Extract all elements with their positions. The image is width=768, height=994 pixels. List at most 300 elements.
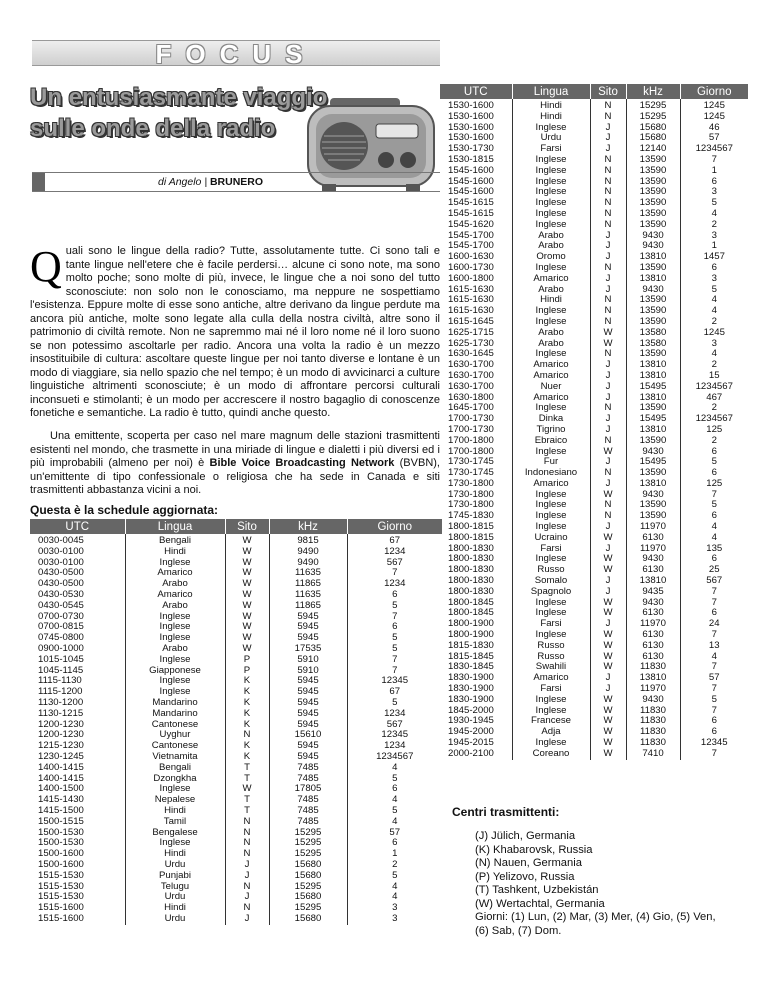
cell-utc: 0430-0545 [30,601,125,612]
cell-khz: 13810 [626,360,680,371]
table-row [30,676,442,687]
cell-giorno: 1 [392,848,398,860]
table-row [30,534,442,547]
cell-sito: N [590,220,626,231]
cell-utc: 1630-1645 [440,349,512,360]
cell-khz: 13810 [626,252,680,263]
cell-utc: 1230-1245 [30,752,125,763]
centri-line: (K) Khabarovsk, Russia [475,843,593,856]
cell-utc: 1130-1215 [30,709,125,720]
cell-lingua: Inglese [512,554,590,565]
table-row [30,558,442,569]
cell-lingua: Amarico [512,274,590,285]
cell-khz: 13590 [626,511,680,522]
table-row [30,590,442,601]
cell-sito: J [590,414,626,425]
cell-khz: 5945 [269,752,347,763]
cell-sito: W [590,630,626,641]
cell-lingua: Inglese [125,622,225,633]
cell-lingua: Swahili [512,662,590,673]
cell-sito: J [590,587,626,598]
table-row [30,860,442,871]
cell-khz: 13810 [626,673,680,684]
cell-lingua: Mandarino [125,698,225,709]
cell-sito: W [590,490,626,501]
cell-giorno: 1234567 [695,143,733,155]
col-utc: UTC [440,84,512,99]
cell-sito: W [225,579,269,590]
cell-utc: 1415-1430 [30,795,125,806]
cell-khz: 15495 [626,457,680,468]
cell-khz: 15295 [626,99,680,112]
cell-giorno: 12345 [700,737,728,749]
cell-utc: 1800-1900 [440,619,512,630]
cell-sito: W [590,738,626,749]
cell-giorno: 5 [392,642,398,654]
cell-khz: 13590 [626,209,680,220]
cell-sito: J [590,425,626,436]
cell-sito: J [590,522,626,533]
cell-giorno: 7 [711,488,717,500]
cell-sito: W [590,533,626,544]
cell-sito: T [225,806,269,817]
centri-line: (T) Tashkent, Uzbekistán [475,884,599,896]
cell-utc: 1730-1745 [440,468,512,479]
cell-sito: J [590,360,626,371]
cell-sito: J [225,860,269,871]
cell-sito: K [225,741,269,752]
cell-sito: N [590,112,626,123]
cell-khz: 15295 [269,849,347,860]
cell-utc: 0745-0800 [30,633,125,644]
cell-sito: W [225,644,269,655]
cell-giorno: 67 [389,535,401,546]
table-row [440,274,748,285]
table-row [440,112,748,123]
cell-lingua: Inglese [512,490,590,501]
cell-utc: 1815-1830 [440,641,512,652]
cell-lingua: Indonesiano [512,468,590,479]
cell-giorno: 2 [711,359,717,371]
cell-giorno: 4 [392,794,398,806]
cell-sito: J [225,871,269,882]
cell-khz: 13590 [626,187,680,198]
cell-lingua: Inglese [125,655,225,666]
cell-sito: N [225,817,269,828]
table-row [30,806,442,817]
cell-sito: W [590,716,626,727]
cell-khz: 6130 [626,641,680,652]
cell-khz: 13590 [626,263,680,274]
cell-sito: J [590,393,626,404]
cell-utc: 1800-1830 [440,587,512,598]
cell-giorno: 1234 [384,707,406,719]
cell-khz: 11865 [269,579,347,590]
cell-lingua: Farsi [512,684,590,695]
cell-lingua: Inglese [512,630,590,641]
cell-utc: 0700-0815 [30,622,125,633]
cell-khz: 7410 [626,749,680,760]
cell-sito: J [590,457,626,468]
cell-lingua: Farsi [512,144,590,155]
cell-sito: W [590,608,626,619]
col-khz: kHz [269,519,347,534]
cell-giorno: 5 [711,456,717,468]
cell-utc: 1730-1800 [440,500,512,511]
cell-lingua: Inglese [512,317,590,328]
cell-lingua: Russo [512,565,590,576]
cell-giorno: 7 [711,704,717,716]
cell-giorno: 3 [711,186,717,198]
cell-giorno: 3 [392,912,398,924]
cell-lingua: Inglese [512,598,590,609]
cell-khz: 7485 [269,795,347,806]
cell-lingua: Hindi [125,849,225,860]
cell-giorno: 2 [711,434,717,446]
table-row [30,838,442,849]
cell-khz: 13590 [626,220,680,231]
table-row [440,328,748,339]
cell-giorno: 7 [711,585,717,597]
table-row [30,579,442,590]
cell-utc: 1400-1415 [30,763,125,774]
cell-giorno: 1245 [703,100,725,111]
cell-sito: W [590,695,626,706]
cell-utc: 1830-1900 [440,673,512,684]
cell-giorno: 4 [392,891,398,903]
cell-utc: 1945-2000 [440,727,512,738]
cell-khz: 5945 [269,720,347,731]
cell-lingua: Amarico [512,479,590,490]
cell-giorno: 3 [711,337,717,349]
cell-lingua: Inglese [125,784,225,795]
cell-giorno: 4 [392,761,398,773]
cell-lingua: Somalo [512,576,590,587]
col-lingua: Lingua [125,519,225,534]
cell-lingua: Amarico [512,393,590,404]
cell-khz: 6130 [626,533,680,544]
cell-khz: 17535 [269,644,347,655]
cell-khz: 11865 [269,601,347,612]
cell-khz: 13590 [626,166,680,177]
table-row [30,547,442,558]
cell-khz: 7485 [269,817,347,828]
cell-giorno: 24 [708,618,720,630]
table-row [440,436,748,447]
cell-giorno: 5 [392,869,398,881]
cell-giorno: 57 [708,132,720,144]
cell-khz: 13810 [626,274,680,285]
cell-giorno: 5 [392,804,398,816]
cell-khz: 6130 [626,608,680,619]
cell-khz: 15680 [626,123,680,134]
cell-sito: W [590,598,626,609]
cell-khz: 13590 [626,349,680,360]
cell-giorno: 57 [389,826,401,838]
cell-giorno: 567 [386,718,403,730]
cell-lingua: Cantonese [125,741,225,752]
table-row [440,220,748,231]
cell-sito: J [590,673,626,684]
table-row [30,687,442,698]
cell-khz: 6130 [626,630,680,641]
cell-sito: W [590,447,626,458]
cell-khz: 13810 [626,393,680,404]
cell-lingua: Inglese [512,263,590,274]
cell-utc: 0030-0045 [30,534,125,547]
cell-khz: 5945 [269,633,347,644]
cell-lingua: Inglese [512,522,590,533]
cell-utc: 1630-1700 [440,360,512,371]
article-title: Un entusiasmante viaggio sulle onde della radio [30,84,328,142]
cell-giorno: 1234567 [376,750,414,762]
cell-giorno: 5 [711,283,717,295]
cell-khz: 15295 [269,828,347,839]
cell-khz: 5945 [269,687,347,698]
cell-sito: W [590,706,626,717]
cell-utc: 0900-1000 [30,644,125,655]
cell-khz: 13590 [626,306,680,317]
cell-sito: J [590,252,626,263]
cell-giorno: 4 [711,305,717,317]
cell-sito: W [590,652,626,663]
cell-utc: 1600-1800 [440,274,512,285]
cell-sito: J [590,371,626,382]
table-row [30,774,442,785]
cell-sito: J [590,231,626,242]
cell-khz: 12140 [626,144,680,155]
cell-utc: 1215-1230 [30,741,125,752]
cell-giorno: 7 [711,747,717,759]
cell-lingua: Inglese [512,447,590,458]
cell-utc: 1700-1730 [440,425,512,436]
col-khz: kHz [626,84,680,99]
cell-lingua: Inglese [512,123,590,134]
cell-lingua: Russo [512,641,590,652]
cell-khz: 13590 [626,436,680,447]
cell-lingua: Fur [512,457,590,468]
cell-lingua: Arabo [512,339,590,350]
cell-lingua: Inglese [512,738,590,749]
cell-khz: 15295 [269,882,347,893]
cell-giorno: 5 [392,772,398,784]
cell-khz: 13580 [626,328,680,339]
author-name: BRUNERO [209,176,264,188]
cell-utc: 1545-1600 [440,187,512,198]
cell-sito: J [590,241,626,252]
cell-utc: 1800-1830 [440,554,512,565]
table-row [30,644,442,655]
cell-khz: 5945 [269,622,347,633]
cell-khz: 9430 [626,447,680,458]
cell-utc: 1600-1730 [440,263,512,274]
cell-giorno: 6 [711,445,717,457]
cell-sito: N [590,403,626,414]
table-row [30,871,442,882]
cell-khz: 15295 [269,838,347,849]
cell-giorno: 1234 [384,545,406,557]
cell-sito: J [590,133,626,144]
cell-utc: 1500-1515 [30,817,125,828]
cell-sito: W [590,554,626,565]
cell-lingua: Arabo [512,231,590,242]
col-giorno: Giorno [680,84,748,99]
cell-khz: 15680 [626,133,680,144]
cell-khz: 7485 [269,806,347,817]
cell-utc: 1530-1600 [440,123,512,134]
cell-sito: N [590,166,626,177]
cell-utc: 0030-0100 [30,547,125,558]
cell-khz: 9430 [626,554,680,565]
cell-utc: 1015-1045 [30,655,125,666]
cell-lingua: Arabo [125,601,225,612]
cell-giorno: 7 [392,567,398,579]
cell-giorno: 135 [706,542,723,554]
cell-utc: 1700-1800 [440,436,512,447]
cell-sito: N [590,500,626,511]
cell-utc: 1045-1145 [30,666,125,677]
byline-prefix: di Angelo [158,176,202,188]
cell-giorno: 7 [392,664,398,676]
cell-giorno: 6 [392,621,398,633]
cell-giorno: 1 [711,164,717,176]
cell-giorno: 6 [711,715,717,727]
cell-utc: 1645-1700 [440,403,512,414]
cell-utc: 1800-1830 [440,565,512,576]
cell-lingua: Inglese [512,177,590,188]
cell-lingua: Inglese [512,500,590,511]
cell-khz: 13810 [626,425,680,436]
cell-sito: W [590,339,626,350]
cell-khz: 11830 [626,727,680,738]
cell-giorno: 4 [392,880,398,892]
cell-lingua: Inglese [512,306,590,317]
cell-khz: 11830 [626,706,680,717]
cell-utc: 1630-1700 [440,371,512,382]
cell-sito: K [225,676,269,687]
col-lingua: Lingua [512,84,590,99]
cell-giorno: 6 [711,553,717,565]
cell-lingua: Adja [512,727,590,738]
cell-khz: 11830 [626,716,680,727]
intro-text: uali sono le lingue della radio? Tutte, assolutamente tutte. Ci sono tali e tante lingue nell'etere che è facile perdersi… alcune ci sono note, ma sono molto poche; sono molte di più, invece, le lingue che a noi sono del tutto sconosciute: non solo non le conosciamo, ma neppure ne sospettiamo l'esistenza. Eppure molte di esse sono antiche, altre derivano da lingue perdute ma ancora più antiche, molte sono legate alla culla della nostra civiltà, altre sono il patrimonio di civiltà remote. Non ne sapremmo mai né il loro nome né il loro suono se non potessimo ascoltarle per radio. Ancora una volta la radio è un mezzo insostituibile di cultura: ascoltare queste lingue per noi tanto diverse e lontane è un modo di viaggiare, sia nello spazio che nel tempo; è un modo di avvicinarci a culture linguistiche altrimenti sconosciute; è un modo di affrontare percorsi culturali inconsueti e stimolanti; è un modo per accrescere il nostro bagaglio di conoscenze fonetiche e semantiche. La radio è tutto, quindi anche questo. [30,245,440,419]
table-row [30,763,442,774]
cell-utc: 1730-1800 [440,479,512,490]
cell-giorno: 2 [711,218,717,230]
cell-sito: N [225,849,269,860]
cell-sito: N [225,828,269,839]
cell-lingua: Nepalese [125,795,225,806]
cell-khz: 11970 [626,619,680,630]
cell-sito: N [590,468,626,479]
cell-giorno: 1234567 [695,413,733,425]
cell-giorno: 5 [711,197,717,209]
cell-lingua: Farsi [512,619,590,630]
cell-giorno: 6 [711,467,717,479]
table-row [30,568,442,579]
cell-sito: J [590,382,626,393]
cell-khz: 9430 [626,231,680,242]
cell-khz: 9430 [626,241,680,252]
cell-utc: 1615-1630 [440,285,512,296]
cell-khz: 5945 [269,709,347,720]
cell-utc: 1515-1600 [30,914,125,925]
cell-sito: J [590,144,626,155]
cell-sito: J [590,274,626,285]
cell-giorno: 12345 [381,729,409,741]
cell-lingua: Amarico [125,590,225,601]
cell-lingua: Oromo [512,252,590,263]
cell-utc: 1800-1815 [440,522,512,533]
cell-khz: 9430 [626,490,680,501]
cell-utc: 1815-1845 [440,652,512,663]
cell-khz: 6130 [626,652,680,663]
cell-khz: 13590 [626,198,680,209]
cell-lingua: Inglese [512,209,590,220]
cell-lingua: Tamil [125,817,225,828]
cell-lingua: Telugu [125,882,225,893]
cell-giorno: 5 [711,499,717,511]
cell-lingua: Arabo [512,241,590,252]
cell-giorno: 125 [706,423,723,435]
cell-lingua: Inglese [512,349,590,360]
cell-utc: 1400-1500 [30,784,125,795]
cell-khz: 13590 [626,403,680,414]
cell-khz: 11970 [626,544,680,555]
cell-lingua: Hindi [512,112,590,123]
table-row [30,828,442,839]
cell-giorno: 4 [711,207,717,219]
cell-lingua: Nuer [512,382,590,393]
cell-lingua: Amarico [512,371,590,382]
cell-giorno: 1245 [703,326,725,338]
cell-utc: 1415-1500 [30,806,125,817]
cell-sito: W [225,633,269,644]
cell-khz: 9490 [269,558,347,569]
cell-giorno: 3 [392,902,398,914]
col-sito: Sito [590,84,626,99]
cell-khz: 15680 [269,860,347,871]
cell-utc: 1545-1615 [440,209,512,220]
cell-sito: J [590,684,626,695]
cell-sito: W [590,727,626,738]
cell-utc: 0430-0530 [30,590,125,601]
cell-utc: 1545-1700 [440,231,512,242]
cell-khz: 9815 [269,534,347,547]
cell-sito: N [590,209,626,220]
cell-giorno: 1245 [703,110,725,122]
cell-sito: W [225,622,269,633]
cell-utc: 1830-1845 [440,662,512,673]
cell-lingua: Hindi [512,295,590,306]
cell-khz: 11635 [269,568,347,579]
cell-giorno: 46 [708,121,720,133]
cell-lingua: Giapponese [125,666,225,677]
cell-giorno: 7 [711,596,717,608]
centri-list [475,830,765,938]
cell-sito: J [225,914,269,925]
cell-utc: 1745-1830 [440,511,512,522]
cell-lingua: Inglese [125,676,225,687]
cell-sito: N [590,306,626,317]
cell-lingua: Inglese [512,155,590,166]
cell-giorno: 125 [706,477,723,489]
centri-line: (J) Jülich, Germania [475,830,576,842]
cell-utc: 1615-1630 [440,295,512,306]
cell-giorno: 4 [711,294,717,306]
cell-lingua: Dzongkha [125,774,225,785]
cell-giorno: 57 [708,672,720,684]
